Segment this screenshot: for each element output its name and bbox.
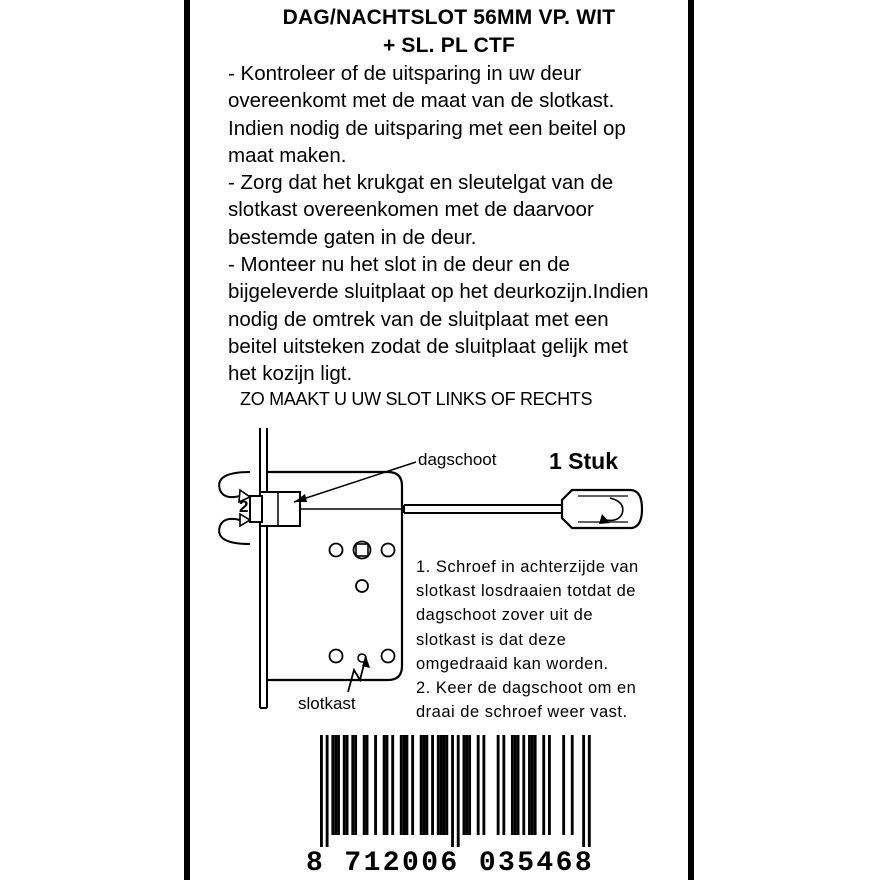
instruction-line: - Zorg dat het krukgat en sleutelgat van de — [228, 171, 614, 195]
barcode-bar — [522, 735, 525, 835]
barcode-bar — [383, 735, 386, 835]
barcode-bar — [386, 735, 389, 835]
label-dagschoot: dagschoot — [418, 450, 497, 469]
instruction-line: overeenkomt met de maat van de slotkast. — [228, 89, 615, 113]
barcode-bar — [423, 735, 426, 835]
barcode-bar — [451, 735, 454, 847]
barcode-bar — [548, 735, 551, 835]
barcode-bar — [351, 735, 354, 835]
barcode-bar — [497, 735, 500, 835]
barcode-bar — [331, 735, 334, 835]
step-line: draai de schroef weer vast. — [416, 703, 628, 722]
step-line: slotkast losdraaien totdat de — [416, 582, 636, 601]
barcode — [310, 735, 600, 847]
instruction-line: maat maken. — [228, 143, 347, 167]
barcode-bar — [374, 735, 377, 835]
instruction-line: het kozijn ligt. — [228, 362, 353, 386]
barcode-bar — [465, 735, 468, 835]
barcode-bar — [517, 735, 520, 835]
steps — [416, 555, 686, 724]
product-label — [190, 0, 688, 880]
barcode-bar — [406, 735, 409, 835]
barcode-bar — [514, 735, 517, 835]
step-line: omgedraaid kan worden. — [416, 654, 609, 673]
barcode-bar — [411, 735, 414, 835]
barcode-bar — [400, 735, 403, 835]
barcode-bar — [571, 735, 574, 835]
barcode-bar — [337, 735, 340, 835]
product-title-line1: DAG/NACHTSLOT 56MM VP. WIT — [282, 6, 616, 29]
barcode-bar — [443, 735, 446, 835]
barcode-bar — [391, 735, 394, 835]
instructions — [228, 60, 688, 388]
barcode-bar — [320, 735, 323, 847]
barcode-bar — [463, 735, 466, 835]
barcode-bar — [343, 735, 346, 835]
barcode-bar — [431, 735, 434, 835]
step-line: 1. Schroef in achterzijde van — [416, 558, 639, 576]
barcode-bar — [468, 735, 471, 835]
barcode-bar — [420, 735, 423, 835]
barcode-bar — [502, 735, 505, 835]
barcode-bar — [440, 735, 443, 835]
instruction-line: - Monteer nu het slot in de deur en de — [228, 253, 570, 277]
barcode-bar — [326, 735, 329, 847]
barcode-bar — [445, 735, 448, 835]
barcode-bar — [403, 735, 406, 835]
left-margin — [0, 0, 190, 880]
quantity-label: 1 Stuk — [549, 448, 619, 474]
barcode-bar — [366, 735, 369, 835]
instruction-line: bijgeleverde sluitplaat op het deurkozijn.Indien — [228, 280, 649, 304]
rotation-number: 2 — [239, 497, 249, 516]
barcode-bar — [334, 735, 337, 835]
step-line: slotkast is dat deze — [416, 630, 567, 649]
barcode-bar — [582, 735, 585, 847]
barcode-bar — [425, 735, 428, 835]
label-slotkast: slotkast — [298, 694, 356, 713]
barcode-bar — [534, 735, 537, 835]
instruction-line: beitel uitsteken zodat de sluitplaat gelijk met — [228, 334, 628, 358]
instruction-line: nodig de omtrek van de sluitplaat met een — [228, 307, 609, 331]
barcode-bar — [531, 735, 534, 835]
barcode-bar — [528, 735, 531, 835]
barcode-bar — [457, 735, 460, 847]
barcode-bar — [588, 735, 591, 847]
barcode-bar — [346, 735, 349, 835]
instruction-line: - Kontroleer of de uitsparing in uw deur — [228, 62, 582, 85]
barcode-bar — [477, 735, 480, 835]
barcode-number: 8 712006 035468 — [306, 848, 595, 879]
instruction-line: slotkast overeenkomen met de daarvoor — [228, 198, 594, 222]
instruction-line: bestemde gaten in de deur. — [228, 225, 477, 249]
instruction-line: Indien nodig de uitsparing met een beitel op — [228, 116, 626, 140]
right-margin — [688, 0, 880, 880]
product-title-line2: + SL. PL CTF — [382, 34, 516, 57]
barcode-bar — [437, 735, 440, 835]
step-line: 2. Keer de dagschoot om en — [416, 679, 637, 698]
barcode-bar — [511, 735, 514, 835]
barcode-bar — [562, 735, 565, 835]
barcode-bar — [354, 735, 357, 835]
barcode-bar — [542, 735, 545, 835]
barcode-bar — [363, 735, 366, 835]
step-line: dagschoot zover uit de — [416, 606, 594, 625]
barcode-bar — [482, 735, 485, 835]
section-subtitle: ZO MAAKT U UW SLOT LINKS OF RECHTS — [240, 389, 593, 409]
